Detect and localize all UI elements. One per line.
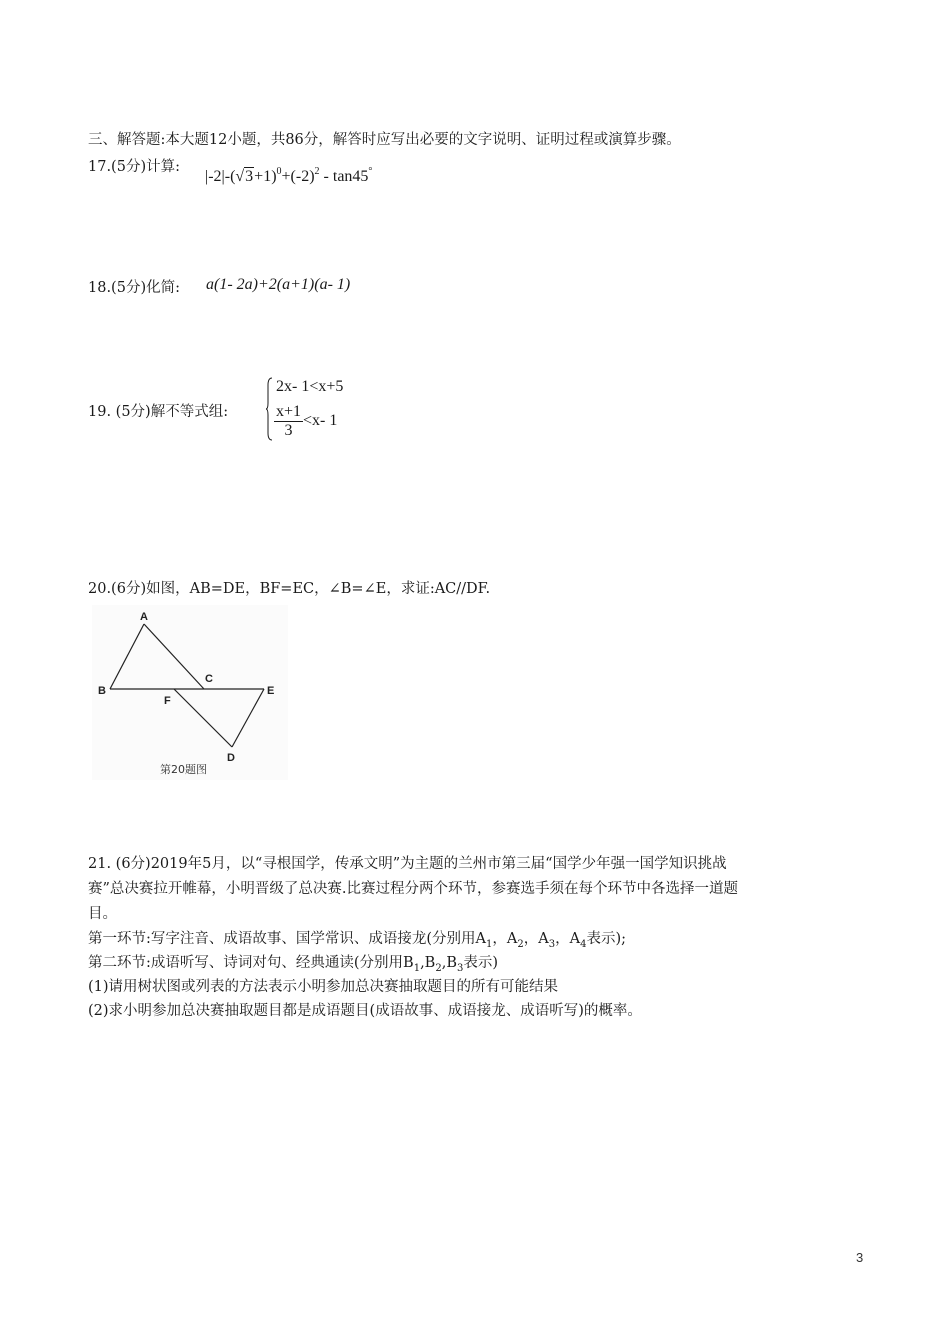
section-header: 三、解答题:本大题12小题，共86分，解答时应写出必要的文字说明、证明过程或演算步骤。 xyxy=(88,132,681,148)
q21-line-2: 赛”总决赛拉开帷幕，小明晋级了总决赛.比赛过程分两个环节，参赛选手须在每个环节中各选择一道题 xyxy=(88,881,739,897)
q21-line-7: (2)求小明参加总决赛抽取题目都是成语题目(成语故事、成语接龙、成语听写)的概率。 xyxy=(88,1003,642,1019)
figure-label-b: B xyxy=(98,685,106,697)
q19-inequality-1: 2x- 1<x+5 xyxy=(276,378,344,395)
figure-label-d: D xyxy=(227,752,235,764)
figure-label-c: C xyxy=(205,673,213,685)
page-number: 3 xyxy=(856,1250,864,1265)
q19-inequality-2: $\frac{x+1}{3}$ <x- 1 xyxy=(276,403,338,439)
figure-label-e: E xyxy=(267,685,275,697)
q20-text: 20.(6分)如图，AB=DE，BF=EC，∠B=∠E，求证:AC//DF. xyxy=(88,581,491,597)
figure-label-f: F xyxy=(164,695,171,707)
q19-brace xyxy=(266,377,272,441)
figure-label-a: A xyxy=(140,611,148,623)
q21-line-4: 第一环节:写字注音、成语故事、国学常识、成语接龙(分别用$A_1$，$A_2$，$A_3$，$A_4$表示); xyxy=(88,931,627,950)
q18-label: 18.(5分)化简: xyxy=(88,280,180,296)
q21-line-1: 21. (6分)2019年5月，以“寻根国学，传承文明”为主题的兰州市第三届“国学少年强一国学知识挑战 xyxy=(88,856,727,872)
q17-expression: $|-2|-(√3+1)^0+(-2)^2 - \tan 45^\circ$ xyxy=(205,166,373,185)
q21-line-3: 目。 xyxy=(88,906,117,922)
q17-label: 17.(5分)计算: xyxy=(88,159,180,175)
q20-figure xyxy=(92,605,288,780)
q21-line-5: 第二环节:成语听写、诗词对句、经典通读(分别用$B_1,B_2,B_3$表示) xyxy=(88,955,499,974)
figure-caption: 第20题图 xyxy=(160,763,207,776)
q21-line-6: (1)请用树状图或列表的方法表示小明参加总决赛抽取题目的所有可能结果 xyxy=(88,979,559,995)
q18-expression: a(1- 2a)+2(a+1)(a- 1) xyxy=(206,276,351,293)
q19-label: 19. (5分)解不等式组: xyxy=(88,404,229,420)
